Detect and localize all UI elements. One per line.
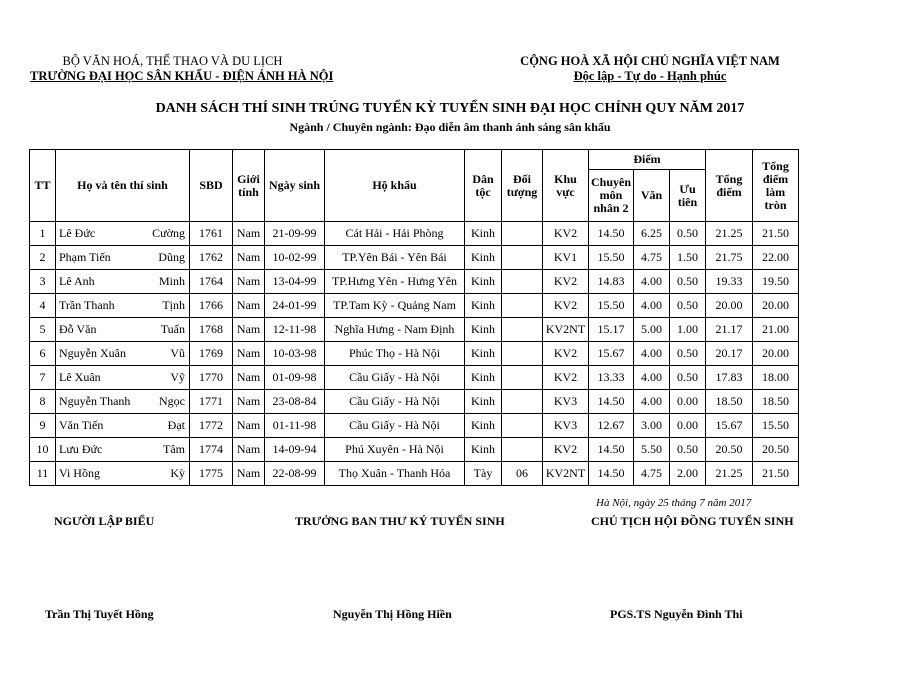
first-name: Vũ — [170, 346, 185, 360]
cell-major-score: 15.17 — [589, 318, 634, 342]
cell-total: 20.17 — [706, 342, 753, 366]
cell-sbd: 1770 — [190, 366, 233, 390]
cell-target — [502, 390, 543, 414]
cell-dob: 22-08-99 — [265, 462, 325, 486]
cell-tt: 11 — [30, 462, 56, 486]
cell-lit-score: 4.00 — [634, 390, 670, 414]
header-total: Tổng điểm — [706, 150, 753, 222]
first-name: Kỳ — [170, 466, 185, 480]
cell-priority: 0.50 — [670, 342, 706, 366]
cell-tt: 4 — [30, 294, 56, 318]
cell-major-score: 15.50 — [589, 294, 634, 318]
cell-major-score: 14.50 — [589, 462, 634, 486]
cell-tt: 2 — [30, 246, 56, 270]
cell-dob: 23-08-84 — [265, 390, 325, 414]
cell-major-score: 13.33 — [589, 366, 634, 390]
cell-sbd: 1768 — [190, 318, 233, 342]
cell-total: 18.50 — [706, 390, 753, 414]
table-row — [30, 438, 799, 462]
cell-dob: 01-11-98 — [265, 414, 325, 438]
signing-date: Hà Nội, ngày 25 tháng 7 năm 2017 — [596, 497, 752, 509]
first-name: Tuấn — [160, 322, 185, 336]
cell-ethnicity: Kinh — [465, 270, 502, 294]
header-name: Họ và tên thí sinh — [56, 150, 190, 222]
last-middle-name: Nguyễn Xuân — [59, 346, 126, 360]
last-middle-name: Lê Đức — [59, 226, 96, 240]
cell-target — [502, 438, 543, 462]
cell-sbd: 1762 — [190, 246, 233, 270]
cell-hometown: Cát Hải - Hải Phòng — [325, 222, 465, 246]
cell-area: KV2 — [543, 294, 589, 318]
cell-tt: 8 — [30, 390, 56, 414]
first-name: Tịnh — [162, 298, 185, 312]
cell-ethnicity: Kinh — [465, 438, 502, 462]
cell-priority: 0.50 — [670, 222, 706, 246]
cell-area: KV2 — [543, 342, 589, 366]
cell-ethnicity: Kinh — [465, 366, 502, 390]
last-middle-name: Vi Hồng — [59, 466, 100, 480]
name-wrap — [56, 467, 189, 480]
republic-name: CỘNG HOÀ XÃ HỘI CHỦ NGHĨA VIỆT NAM — [520, 54, 780, 68]
cell-major-score: 15.50 — [589, 246, 634, 270]
chairman-name: PGS.TS Nguyễn Đình Thi — [610, 607, 743, 621]
cell-total-rounded: 18.50 — [753, 390, 799, 414]
cell-total: 21.17 — [706, 318, 753, 342]
cell-name — [56, 414, 190, 438]
cell-hometown: Cầu Giấy - Hà Nội — [325, 366, 465, 390]
cell-lit-score: 4.00 — [634, 342, 670, 366]
cell-target — [502, 294, 543, 318]
cell-priority: 0.50 — [670, 294, 706, 318]
cell-gender: Nam — [233, 462, 265, 486]
header-total-rounded: Tổng điểm làm tròn — [753, 150, 799, 222]
name-wrap — [56, 443, 189, 456]
cell-name — [56, 318, 190, 342]
cell-area: KV3 — [543, 414, 589, 438]
cell-major-score: 15.67 — [589, 342, 634, 366]
cell-target: 06 — [502, 462, 543, 486]
cell-target — [502, 366, 543, 390]
header-tt: TT — [30, 150, 56, 222]
header-lit-score: Văn — [634, 170, 670, 222]
admission-table — [29, 149, 799, 486]
cell-major-score: 12.67 — [589, 414, 634, 438]
name-wrap — [56, 275, 189, 288]
cell-total-rounded: 20.00 — [753, 294, 799, 318]
cell-total: 21.75 — [706, 246, 753, 270]
cell-dob: 01-09-98 — [265, 366, 325, 390]
cell-sbd: 1775 — [190, 462, 233, 486]
cell-lit-score: 4.00 — [634, 294, 670, 318]
table-row — [30, 342, 799, 366]
cell-priority: 1.00 — [670, 318, 706, 342]
header-ethnicity: Dân tộc — [465, 150, 502, 222]
chairman-title: CHỦ TỊCH HỘI ĐỒNG TUYỂN SINH — [591, 514, 794, 528]
cell-gender: Nam — [233, 270, 265, 294]
cell-dob: 14-09-94 — [265, 438, 325, 462]
last-middle-name: Lê Xuân — [59, 370, 101, 384]
name-wrap — [56, 299, 189, 312]
first-name: Vỹ — [170, 370, 185, 384]
cell-name — [56, 438, 190, 462]
cell-sbd: 1769 — [190, 342, 233, 366]
cell-lit-score: 6.25 — [634, 222, 670, 246]
cell-hometown: Cầu Giấy - Hà Nội — [325, 414, 465, 438]
cell-tt: 6 — [30, 342, 56, 366]
header-target: Đối tượng — [502, 150, 543, 222]
cell-lit-score: 5.50 — [634, 438, 670, 462]
cell-total: 21.25 — [706, 222, 753, 246]
cell-sbd: 1771 — [190, 390, 233, 414]
header-sbd: SBD — [190, 150, 233, 222]
cell-priority: 0.50 — [670, 366, 706, 390]
preparer-name: Trần Thị Tuyết Hồng — [45, 607, 154, 621]
cell-total: 20.50 — [706, 438, 753, 462]
header-priority: Ưu tiên — [670, 170, 706, 222]
national-motto-text: Độc lập - Tự do - Hạnh phúc — [573, 69, 727, 83]
cell-hometown: Phú Xuyên - Hà Nội — [325, 438, 465, 462]
cell-tt: 10 — [30, 438, 56, 462]
cell-name — [56, 222, 190, 246]
cell-gender: Nam — [233, 294, 265, 318]
cell-total-rounded: 21.00 — [753, 318, 799, 342]
name-wrap — [56, 419, 189, 432]
cell-dob: 10-03-98 — [265, 342, 325, 366]
cell-total-rounded: 22.00 — [753, 246, 799, 270]
cell-sbd: 1774 — [190, 438, 233, 462]
name-wrap — [56, 323, 189, 336]
cell-name — [56, 294, 190, 318]
cell-hometown: Phúc Thọ - Hà Nội — [325, 342, 465, 366]
cell-gender: Nam — [233, 222, 265, 246]
cell-gender: Nam — [233, 438, 265, 462]
header-gender: Giới tính — [233, 150, 265, 222]
cell-total-rounded: 20.50 — [753, 438, 799, 462]
cell-priority: 1.50 — [670, 246, 706, 270]
cell-name — [56, 342, 190, 366]
cell-tt: 1 — [30, 222, 56, 246]
name-wrap — [56, 371, 189, 384]
cell-major-score: 14.83 — [589, 270, 634, 294]
cell-lit-score: 4.00 — [634, 366, 670, 390]
cell-hometown: Nghĩa Hưng - Nam Định — [325, 318, 465, 342]
cell-sbd: 1764 — [190, 270, 233, 294]
cell-priority: 0.00 — [670, 390, 706, 414]
last-middle-name: Phạm Tiến — [59, 250, 111, 264]
school-name — [30, 69, 334, 84]
cell-name — [56, 366, 190, 390]
first-name: Đạt — [167, 418, 185, 432]
cell-sbd: 1761 — [190, 222, 233, 246]
header-dob: Ngày sinh — [265, 150, 325, 222]
header-major-score: Chuyên môn nhân 2 — [589, 170, 634, 222]
cell-ethnicity: Kinh — [465, 222, 502, 246]
cell-priority: 2.00 — [670, 462, 706, 486]
cell-hometown: TP.Yên Bái - Yên Bái — [325, 246, 465, 270]
cell-lit-score: 4.00 — [634, 270, 670, 294]
cell-lit-score: 4.75 — [634, 246, 670, 270]
cell-sbd: 1772 — [190, 414, 233, 438]
cell-total: 21.25 — [706, 462, 753, 486]
first-name: Minh — [158, 274, 185, 288]
school-name-text: TRƯỜNG ĐẠI HỌC SÂN KHẤU - ĐIỆN ẢNH HÀ NỘI — [30, 69, 334, 83]
header-hometown: Hộ khẩu — [325, 150, 465, 222]
cell-sbd: 1766 — [190, 294, 233, 318]
table-row — [30, 366, 799, 390]
cell-area: KV3 — [543, 390, 589, 414]
cell-lit-score: 3.00 — [634, 414, 670, 438]
secretary-name: Nguyễn Thị Hồng Hiền — [333, 607, 452, 621]
last-middle-name: Lưu Đức — [59, 442, 103, 456]
cell-area: KV2 — [543, 366, 589, 390]
cell-total: 20.00 — [706, 294, 753, 318]
document-subtitle: Ngành / Chuyên ngành: Đạo diễn âm thanh ánh sáng sân khấu — [289, 120, 611, 134]
cell-tt: 5 — [30, 318, 56, 342]
cell-total-rounded: 18.00 — [753, 366, 799, 390]
cell-ethnicity: Kinh — [465, 390, 502, 414]
last-middle-name: Đỗ Văn — [59, 322, 97, 336]
cell-target — [502, 318, 543, 342]
cell-dob: 10-02-99 — [265, 246, 325, 270]
first-name: Ngọc — [159, 394, 185, 408]
cell-priority: 0.50 — [670, 270, 706, 294]
cell-major-score: 14.50 — [589, 390, 634, 414]
cell-major-score: 14.50 — [589, 438, 634, 462]
cell-tt: 9 — [30, 414, 56, 438]
cell-gender: Nam — [233, 414, 265, 438]
first-name: Dũng — [158, 250, 185, 264]
cell-gender: Nam — [233, 366, 265, 390]
cell-dob: 21-09-99 — [265, 222, 325, 246]
cell-lit-score: 5.00 — [634, 318, 670, 342]
header-area: Khu vực — [543, 150, 589, 222]
table-row — [30, 294, 799, 318]
cell-total: 15.67 — [706, 414, 753, 438]
table-row — [30, 390, 799, 414]
cell-dob: 12-11-98 — [265, 318, 325, 342]
document-title: DANH SÁCH THÍ SINH TRÚNG TUYỂN KỲ TUYỂN SINH ĐẠI HỌC CHÍNH QUY NĂM 2017 — [155, 101, 745, 116]
cell-total-rounded: 20.00 — [753, 342, 799, 366]
cell-hometown: Thọ Xuân - Thanh Hóa — [325, 462, 465, 486]
ministry-name: BỘ VĂN HOÁ, THỂ THAO VÀ DU LỊCH — [62, 54, 283, 68]
name-wrap — [56, 251, 189, 264]
cell-area: KV2 — [543, 222, 589, 246]
cell-area: KV1 — [543, 246, 589, 270]
table-row — [30, 246, 799, 270]
cell-target — [502, 414, 543, 438]
last-middle-name: Trần Thanh — [59, 298, 115, 312]
cell-total: 19.33 — [706, 270, 753, 294]
cell-gender: Nam — [233, 342, 265, 366]
cell-hometown: TP.Tam Kỳ - Quảng Nam — [325, 294, 465, 318]
cell-area: KV2 — [543, 270, 589, 294]
table-row — [30, 222, 799, 246]
first-name: Cường — [152, 226, 185, 240]
cell-hometown: Cầu Giấy - Hà Nội — [325, 390, 465, 414]
cell-name — [56, 390, 190, 414]
table-row — [30, 414, 799, 438]
last-middle-name: Lê Anh — [59, 274, 95, 288]
cell-name — [56, 462, 190, 486]
name-wrap — [56, 347, 189, 360]
cell-priority: 0.00 — [670, 414, 706, 438]
cell-major-score: 14.50 — [589, 222, 634, 246]
cell-target — [502, 222, 543, 246]
cell-total-rounded: 19.50 — [753, 270, 799, 294]
cell-total-rounded: 21.50 — [753, 222, 799, 246]
cell-target — [502, 246, 543, 270]
cell-tt: 7 — [30, 366, 56, 390]
table-row — [30, 318, 799, 342]
cell-gender: Nam — [233, 390, 265, 414]
last-middle-name: Nguyễn Thanh — [59, 394, 131, 408]
secretary-title: TRƯỞNG BAN THƯ KÝ TUYỂN SINH — [295, 514, 505, 528]
cell-ethnicity: Kinh — [465, 342, 502, 366]
cell-ethnicity: Tày — [465, 462, 502, 486]
cell-priority: 0.50 — [670, 438, 706, 462]
cell-total: 17.83 — [706, 366, 753, 390]
cell-hometown: TP.Hưng Yên - Hưng Yên — [325, 270, 465, 294]
table-row — [30, 270, 799, 294]
header-score-group: Điểm — [589, 150, 706, 170]
cell-dob: 24-01-99 — [265, 294, 325, 318]
name-wrap — [56, 395, 189, 408]
cell-tt: 3 — [30, 270, 56, 294]
first-name: Tâm — [163, 442, 185, 456]
cell-dob: 13-04-99 — [265, 270, 325, 294]
cell-ethnicity: Kinh — [465, 246, 502, 270]
cell-area: KV2NT — [543, 462, 589, 486]
cell-name — [56, 246, 190, 270]
name-wrap — [56, 227, 189, 240]
cell-ethnicity: Kinh — [465, 318, 502, 342]
cell-lit-score: 4.75 — [634, 462, 670, 486]
cell-area: KV2 — [543, 438, 589, 462]
cell-area: KV2NT — [543, 318, 589, 342]
cell-total-rounded: 15.50 — [753, 414, 799, 438]
preparer-title: NGƯỜI LẬP BIỂU — [54, 514, 155, 528]
cell-gender: Nam — [233, 318, 265, 342]
cell-total-rounded: 21.50 — [753, 462, 799, 486]
cell-target — [502, 270, 543, 294]
table-row — [30, 462, 799, 486]
cell-ethnicity: Kinh — [465, 414, 502, 438]
last-middle-name: Văn Tiến — [59, 418, 104, 432]
cell-target — [502, 342, 543, 366]
cell-gender: Nam — [233, 246, 265, 270]
cell-name — [56, 270, 190, 294]
national-motto — [500, 69, 800, 84]
cell-ethnicity: Kinh — [465, 294, 502, 318]
